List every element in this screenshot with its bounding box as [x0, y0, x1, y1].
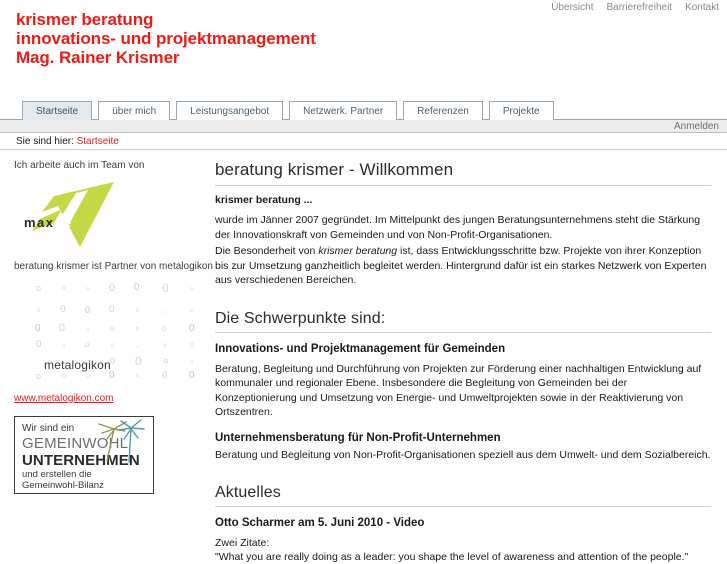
page-title: beratung krismer - Willkommen: [215, 160, 711, 186]
schwerpunkt-2-title: Unternehmensberatung für Non-Profit-Unternehmen: [215, 431, 501, 444]
gemeinwohl-badge: [14, 416, 154, 494]
svg-text:max: max: [24, 215, 55, 230]
intro-p2-emphasis: krismer beratung: [318, 245, 398, 257]
intro-paragraph-2: [215, 244, 711, 288]
metalogikon-dot: o: [36, 283, 42, 293]
gemeinwohl-line-2: GEMEINWOHL: [22, 435, 129, 452]
intro-paragraph-1: wurde im Jänner 2007 gegründet. Im Mittelpunkt des jungen Beratungsunternehmens steht die Stärkung der Innovationskraft von Gemeinden und von Non-Profit-Organisationen.: [215, 214, 701, 241]
site-brand-title: [16, 10, 316, 67]
metalogikon-dot: 0: [135, 354, 142, 368]
tab-referenzen[interactable]: Referenzen: [403, 101, 483, 120]
topnav-item-uebersicht[interactable]: Übersicht: [551, 2, 594, 13]
metalogikon-dot: o: [86, 286, 89, 292]
metalogikon-dot: o: [87, 374, 91, 380]
metalogikon-dot: o: [37, 308, 41, 314]
top-utility-nav: [551, 2, 719, 13]
metalogikon-dot: 0: [35, 323, 41, 334]
metalogikon-logo: [14, 280, 200, 388]
metalogikon-dot: o: [190, 342, 194, 349]
maxe-logo: [18, 179, 128, 251]
metalogikon-dot: o: [190, 286, 193, 292]
metalogikon-dot: 0: [162, 281, 169, 295]
metalogikon-dot: o: [111, 343, 115, 349]
metalogikon-dot: 0: [109, 282, 116, 294]
metalogikon-dot: 0: [109, 304, 115, 315]
metalogikon-dot: o: [36, 371, 42, 381]
topnav-item-kontakt[interactable]: Kontakt: [685, 2, 719, 13]
tab-ueber-mich[interactable]: über mich: [98, 101, 170, 120]
section-title-aktuelles: Aktuelles: [215, 484, 711, 507]
main-tab-bar: [0, 101, 727, 120]
metalogikon-dot: o: [164, 309, 167, 314]
metalogikon-dot: o: [62, 371, 67, 380]
plant-icon: [93, 419, 149, 463]
gemeinwohl-line-4: und erstellen die: [22, 469, 92, 480]
metalogikon-dot: o: [136, 326, 139, 332]
tab-startseite[interactable]: Startseite: [22, 101, 92, 120]
topnav-item-barrierefreiheit[interactable]: Barrierefreiheit: [606, 2, 673, 13]
metalogikon-dot: 0: [162, 370, 168, 381]
gemeinwohl-line-3: UNTERNEHMEN: [22, 452, 140, 469]
breadcrumb: [0, 135, 727, 150]
intro-p2-part-b: ist, dass Entwicklungsschritte bzw. Projekte von ihrer Konzeption bis zur Umsetzung ganzheitlich begleitet werden. Hintergrund dafür ist ein starkes Netzwerk von Experten aus verschiedenen Bereichen.: [215, 245, 707, 286]
metalogikon-dot: 0: [109, 370, 115, 381]
metalogikon-dot: o: [163, 343, 167, 349]
metalogikon-dot: o: [162, 324, 167, 333]
breadcrumb-current[interactable]: Startseite: [76, 136, 119, 147]
brand-line-2: innovations- und projektmanagement: [16, 29, 316, 48]
partner-line: beratung krismer ist Partner von metalogikon: [14, 261, 213, 272]
tab-projekte[interactable]: Projekte: [489, 101, 554, 120]
metalogikon-dot: 0: [60, 304, 66, 315]
metalogikon-dot: 0: [189, 370, 195, 381]
gemeinwohl-line-5: Gemeinwohl-Bilanz: [22, 480, 104, 491]
news-lead: Zwei Zitate:: [215, 537, 270, 549]
section-title-schwerpunkte: Die Schwerpunkte sind:: [215, 310, 711, 333]
schwerpunkt-2-text: Beratung und Begleitung von Non-Profit-Organisationen speziell aus dem Umwelt- und dem Sozialbereich.: [215, 448, 711, 461]
metalogikon-dot: o: [136, 308, 140, 314]
metalogikon-dot: 0: [189, 323, 195, 334]
metalogikon-dot: 0: [134, 282, 140, 293]
tab-netzwerk-partner[interactable]: Netzwerk. Partner: [289, 101, 397, 120]
main-content: [215, 160, 711, 564]
metalogikon-dot: o: [62, 286, 66, 292]
brand-line-1: krismer beratung: [16, 10, 154, 29]
metalogikon-dot: 0: [110, 356, 116, 366]
metalogikon-dot: o: [85, 340, 90, 349]
brand-line-3: Mag. Rainer Krismer: [16, 48, 180, 67]
left-sidebar: [14, 160, 213, 494]
tab-leistungsangebot[interactable]: Leistungsangebot: [176, 101, 283, 120]
metalogikon-dot: o: [137, 344, 140, 349]
team-label: Ich arbeite auch im Team von: [14, 160, 145, 171]
metalogikon-dot: 0: [36, 339, 42, 350]
schwerpunkt-1-text: Beratung, Begleitung und Durchführung von Projekten zur Förderung einer nachhaltigen Entwicklung auf kommunaler und regionaler Ebene. Insbesondere die Begleitung von Gemeinden bei der Konzeptionierung und Umsetzung von Energie- und Umweltprojekten sowie in der Reaktivierung von Ortszentren.: [215, 362, 702, 418]
tab-list: [22, 101, 554, 120]
breadcrumb-prefix: Sie sind hier:: [16, 136, 74, 147]
metalogikon-dot: o: [110, 324, 115, 333]
metalogikon-dot: o: [86, 327, 90, 333]
metalogikon-dot: 0: [85, 305, 91, 315]
news-quote: "What you are really doing as a leader: you shape the level of awareness and attention of the people.": [215, 551, 689, 563]
breadcrumb-inner: [16, 136, 119, 147]
login-strip: [0, 120, 727, 133]
gemeinwohl-line-1: Wir sind ein: [22, 423, 75, 434]
anmelden-link[interactable]: Anmelden: [673, 121, 719, 132]
metalogikon-dot: 0: [59, 322, 66, 334]
svg-text:e: e: [64, 215, 72, 230]
metalogikon-dot: o: [190, 308, 193, 314]
intro-p2-part-a: Die Besonderheit von: [215, 245, 319, 257]
maxe-logo-graphic: [18, 179, 128, 251]
metalogikon-dot: o: [190, 359, 194, 365]
metalogikon-website-link[interactable]: www.metalogikon.com: [14, 393, 114, 404]
metalogikon-dot: o: [164, 358, 168, 365]
metalogikon-dot: o: [62, 343, 66, 349]
schwerpunkt-1-title: Innovations- und Projektmanagement für Gemeinden: [215, 342, 506, 355]
intro-heading: krismer beratung ...: [215, 194, 313, 206]
metalogikon-wordmark: metalogikon: [44, 358, 111, 372]
metalogikon-dot: o: [136, 373, 139, 379]
news-item-title: Otto Scharmer am 5. Juni 2010 - Video: [215, 517, 425, 529]
